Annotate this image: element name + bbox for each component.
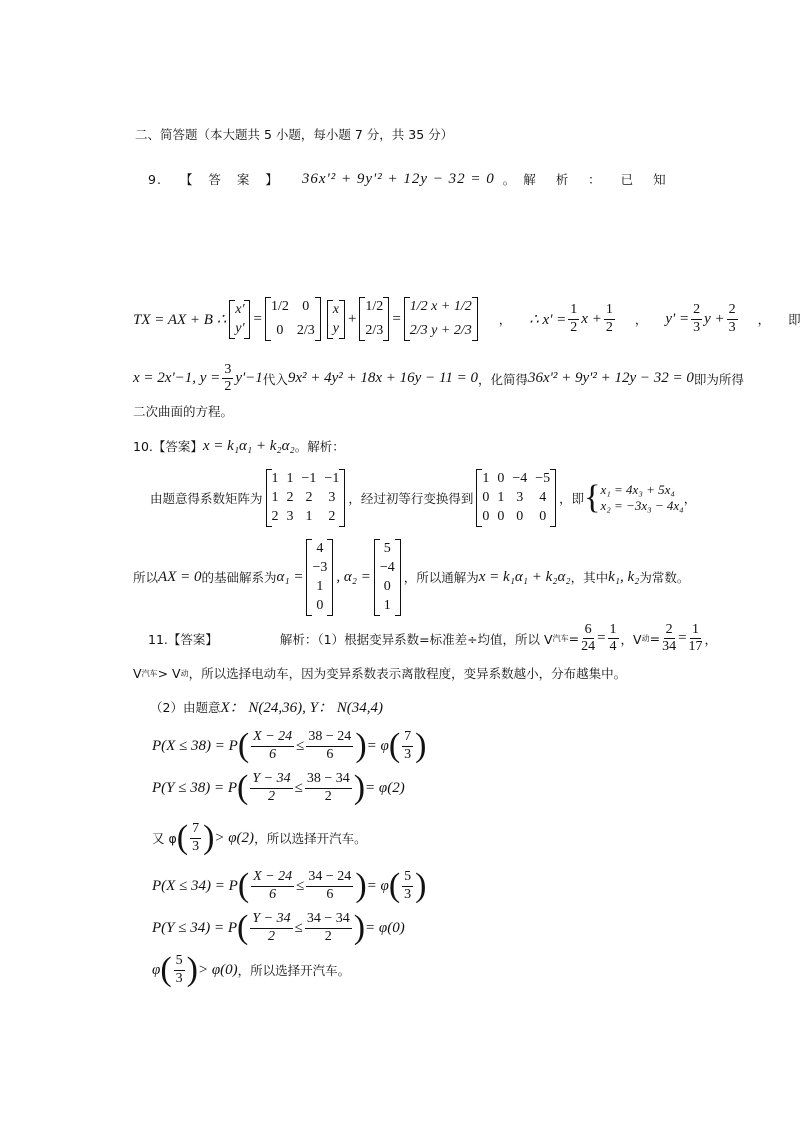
math-text: ( <box>237 727 250 764</box>
math-text: 5 <box>174 953 185 970</box>
math-text: ) <box>415 727 427 764</box>
math-text: = <box>253 310 262 327</box>
math-text: 1/2 x + 1/2 <box>409 299 472 314</box>
math-text: 11.【答案】 <box>148 631 218 647</box>
math-text: 2 <box>286 490 294 505</box>
math-text: ( <box>176 819 189 856</box>
math-text: = φ(0) <box>365 919 405 936</box>
math-text: 的基础解系为 <box>201 570 277 585</box>
math-text: , α₂ = <box>336 568 371 585</box>
math-text: 3 <box>286 509 294 524</box>
fraction <box>174 953 185 986</box>
q9-matrix-equation <box>133 286 801 352</box>
fraction <box>581 622 595 655</box>
fraction <box>727 302 738 335</box>
math-text: y' <box>235 320 245 336</box>
math-text: 0 <box>383 578 391 594</box>
math-text: { <box>584 479 601 516</box>
q11-part1 <box>148 622 717 655</box>
math-text: 2/3 <box>365 323 384 338</box>
math-text: ) <box>353 769 366 806</box>
math-text: 2 <box>305 490 313 505</box>
math-text: 1 <box>271 490 279 505</box>
math-text: 4 <box>609 639 617 655</box>
coefficient-matrix <box>266 469 346 527</box>
math-text: y'−1 <box>235 370 263 387</box>
math-text: −4 <box>512 471 528 486</box>
math-text: x <box>332 301 339 317</box>
fraction <box>608 622 619 655</box>
math-text: 3 <box>175 970 183 986</box>
math-text: 动 <box>180 668 189 678</box>
math-text: ( <box>388 727 401 764</box>
fraction <box>250 771 292 804</box>
math-text: 1 <box>271 471 279 486</box>
math-text: 2 <box>324 788 332 804</box>
math-text: 38 − 34 <box>305 771 352 788</box>
q9-conclusion: 二次曲面的方程。 <box>133 404 234 419</box>
conclusion-1 <box>152 820 367 856</box>
math-text: 2 <box>267 928 275 944</box>
math-text: 36x'² + 9y'² + 12y − 32 = 0 <box>527 370 694 387</box>
math-text: x = 2x'−1, y = <box>133 370 221 387</box>
math-text: 0 <box>516 509 524 524</box>
math-text: 0 <box>482 509 490 524</box>
math-text: 34 − 24 <box>306 869 353 886</box>
math-text: 1 <box>316 578 324 594</box>
prob-x-38 <box>152 728 426 764</box>
math-text: −1 <box>301 471 317 486</box>
fraction <box>251 869 294 902</box>
q11-part1-conclusion <box>133 664 626 682</box>
q10-basis <box>133 540 689 614</box>
math-text: 1 <box>690 622 701 639</box>
math-text: 动 <box>641 634 650 644</box>
vector-alpha2 <box>374 539 401 616</box>
fraction <box>568 302 579 335</box>
math-text: x = k₁α₁ + k₂α₂ <box>202 437 295 454</box>
math-text: 0 <box>302 299 310 314</box>
math-text: > V <box>157 665 181 681</box>
math-text: 2 <box>727 302 738 319</box>
math-text: 为常数。 <box>639 570 690 585</box>
prob-x-34 <box>152 868 426 904</box>
fraction <box>250 911 292 944</box>
math-text: ， <box>683 491 697 506</box>
math-text: AX = 0 <box>158 568 202 585</box>
math-text: ， <box>498 312 512 327</box>
math-text: = <box>649 631 661 647</box>
math-text: X − 24 <box>251 729 294 746</box>
math-text: 1 <box>497 490 505 505</box>
math-text: 0 <box>497 471 505 486</box>
q10-matrices <box>150 468 696 528</box>
fraction <box>305 771 352 804</box>
math-text: 0 <box>316 597 324 613</box>
vector-x <box>327 300 345 339</box>
math-text: 3 <box>516 490 524 505</box>
math-text: = <box>678 630 687 647</box>
math-text: ) <box>355 727 367 764</box>
math-text: 17 <box>688 639 703 655</box>
equation-system <box>601 482 684 514</box>
math-text: 3 <box>693 319 701 335</box>
math-text: ) <box>353 909 366 946</box>
math-text: ≤ <box>296 737 305 754</box>
q9-header <box>148 170 674 188</box>
q9-tag: 【 答 案 】 <box>179 172 284 187</box>
math-text: X： N(24,36), Y： N(34,4) <box>220 700 383 716</box>
math-text: 2 <box>691 302 702 319</box>
math-text: 汽车 <box>141 668 158 678</box>
matrix-A <box>265 297 321 341</box>
math-text: 0 <box>482 490 490 505</box>
math-text: −4 <box>379 559 395 575</box>
math-text: 6 <box>269 886 277 902</box>
fraction <box>689 622 703 655</box>
math-text: Y − 34 <box>250 911 292 928</box>
math-text: ，化简得 <box>477 371 528 387</box>
math-text: 34 <box>662 639 677 655</box>
math-text: 3 <box>404 886 412 902</box>
math-text: ，所以选择开汽车。 <box>237 963 351 978</box>
math-text: 所以 <box>133 570 159 585</box>
math-text: ( <box>160 951 172 988</box>
math-text: y <box>332 320 339 336</box>
math-text: 7 <box>190 821 201 838</box>
math-text: 代入 <box>262 371 288 387</box>
q11-part2-intro <box>150 696 383 717</box>
math-text: 3 <box>404 746 412 762</box>
reduced-matrix <box>476 469 556 527</box>
math-text: 2/3 <box>296 323 315 338</box>
math-text: 1 <box>608 622 619 639</box>
math-text: 即为所得 <box>693 371 744 387</box>
math-text: ) <box>415 867 427 904</box>
fraction <box>251 729 294 762</box>
math-text: 2/3 y + 2/3 <box>409 323 472 338</box>
math-text: X − 24 <box>251 869 294 886</box>
math-text: 3 <box>328 490 336 505</box>
math-text: > φ(2) <box>214 829 255 846</box>
math-text: ，即 <box>559 491 585 506</box>
math-text: = <box>392 310 401 327</box>
math-text: 1 <box>482 471 490 486</box>
math-text: 解析：（1）根据变异系数=标准差÷均值，所以 V <box>279 631 553 647</box>
math-text: 5 <box>402 869 413 886</box>
math-text: 2 <box>664 622 675 639</box>
math-text: 0 <box>497 509 505 524</box>
math-text: ( <box>388 867 401 904</box>
math-text: ) <box>186 951 198 988</box>
vector-B <box>359 297 389 341</box>
math-text: 4 <box>539 490 547 505</box>
math-text: 。解析： <box>294 439 345 454</box>
math-text: 0 <box>276 323 284 338</box>
q9-number: 9. <box>148 171 162 187</box>
math-text: 1/2 <box>365 299 384 314</box>
math-text: 9x² + 4y² + 18x + 16y − 11 = 0 <box>287 370 478 387</box>
vector-result <box>404 297 478 341</box>
math-text: ) <box>203 819 215 856</box>
math-text: > φ(0) <box>197 961 238 978</box>
math-text: = <box>568 631 580 647</box>
math-text: 5 <box>383 540 391 556</box>
q10-header <box>133 437 345 455</box>
q9-sep: 。解 析 ： 已 知 <box>502 172 674 187</box>
math-text: Y − 34 <box>250 771 292 788</box>
math-text: 3 <box>192 838 200 854</box>
math-text: 3 <box>728 319 736 335</box>
math-text: 1 <box>604 302 615 319</box>
math-text: y + <box>704 310 725 327</box>
math-text: V <box>133 665 142 681</box>
math-text: P(Y ≤ 38) = P <box>152 779 238 796</box>
fraction <box>222 362 233 395</box>
math-text: 2 <box>267 788 275 804</box>
fraction <box>306 869 353 902</box>
math-text: ， <box>757 312 771 327</box>
prob-y-38 <box>152 770 405 806</box>
math-text: ，V <box>620 631 642 647</box>
math-text: 34 − 34 <box>305 911 352 928</box>
math-text: 2 <box>224 379 232 395</box>
math-text: α₁ = <box>276 568 304 585</box>
math-text: 1 <box>305 509 313 524</box>
math-text: x' <box>235 301 245 317</box>
fraction <box>604 302 615 335</box>
math-text: ，所以通解为 <box>403 570 479 585</box>
math-text: ( <box>237 867 250 904</box>
math-text: ，所以选择电动车，因为变异系数表示离散程度，变异系数越小，分布越集中。 <box>188 666 627 681</box>
math-text: P(Y ≤ 34) = P <box>152 919 238 936</box>
math-text: x₁ = 4x₃ + 5x₄ <box>600 482 675 497</box>
vector-alpha1 <box>306 539 333 616</box>
section-title: 二、简答题（本大题共 5 小题，每小题 7 分，共 35 分） <box>135 127 454 142</box>
math-text: 4 <box>316 540 324 556</box>
math-text: = φ(2) <box>365 779 405 796</box>
math-text: 2 <box>570 319 578 335</box>
math-text: 1 <box>568 302 579 319</box>
math-text: = φ <box>366 737 389 754</box>
math-text: 汽车 <box>552 634 569 644</box>
math-text: （2）由题意 <box>150 699 221 715</box>
math-text: = <box>597 630 606 647</box>
math-text: ∴ x' = <box>529 311 567 328</box>
math-text: −3 <box>312 559 328 575</box>
math-text: y' = <box>665 310 690 327</box>
math-text: 24 <box>581 639 596 655</box>
conclusion-2 <box>152 952 350 988</box>
math-text: 由题意得系数矩阵为 <box>150 491 263 506</box>
math-text: 6 <box>326 746 334 762</box>
math-text: 3 <box>222 362 233 379</box>
fraction <box>402 729 413 762</box>
math-text: −1 <box>324 471 340 486</box>
math-text: 1 <box>383 597 391 613</box>
math-text: x₂ = −3x₃ − 4x₄ <box>600 498 684 513</box>
math-text: 2 <box>328 509 336 524</box>
math-text: TX = AX + B ∴ <box>133 311 227 328</box>
fraction <box>691 302 702 335</box>
math-text: 1 <box>286 471 294 486</box>
fraction <box>662 622 676 655</box>
math-text: x = k₁α₁ + k₂α₂ <box>478 568 571 585</box>
math-text: 6 <box>583 622 594 639</box>
fraction <box>190 821 201 854</box>
math-text: 2 <box>324 928 332 944</box>
math-text: φ <box>152 961 161 978</box>
math-text: = φ <box>366 877 389 894</box>
math-text: x + <box>581 310 602 327</box>
math-text: ≤ <box>296 877 305 894</box>
q9-substitution <box>133 362 744 395</box>
math-text: 0 <box>539 509 547 524</box>
math-text: ( <box>237 769 249 806</box>
fraction <box>306 729 353 762</box>
math-text: 又 φ <box>152 831 177 846</box>
math-text: ， <box>634 312 648 327</box>
fraction <box>305 911 352 944</box>
fraction <box>402 869 413 902</box>
math-text: P(X ≤ 34) = P <box>152 877 238 894</box>
math-text: 7 <box>402 729 413 746</box>
math-text: ≤ <box>294 779 303 796</box>
vector-xprime <box>229 300 250 339</box>
prob-y-34 <box>152 910 405 946</box>
math-text: 6 <box>269 746 277 762</box>
math-text: ) <box>355 867 367 904</box>
math-text: ≤ <box>294 919 303 936</box>
q9-answer: 36x'² + 9y'² + 12y − 32 = 0 <box>301 170 495 187</box>
math-text: 10.【答案】 <box>133 439 203 454</box>
math-text: 即 <box>788 312 801 327</box>
math-text: 6 <box>326 886 334 902</box>
math-text: 2 <box>271 509 279 524</box>
math-text: ，所以选择开汽车。 <box>254 831 367 846</box>
math-text: 1/2 <box>270 299 289 314</box>
math-text: ， <box>704 631 718 647</box>
math-text: k₁, k₂ <box>608 568 640 585</box>
math-text: 38 − 24 <box>306 729 353 746</box>
math-text: −5 <box>535 471 551 486</box>
math-text: P(X ≤ 38) = P <box>152 737 238 754</box>
math-text: ，经过初等行变换得到 <box>348 491 474 506</box>
math-text: ( <box>237 909 249 946</box>
math-text: + <box>347 310 357 327</box>
math-text: 2 <box>605 319 613 335</box>
math-text: ，其中 <box>570 570 609 585</box>
